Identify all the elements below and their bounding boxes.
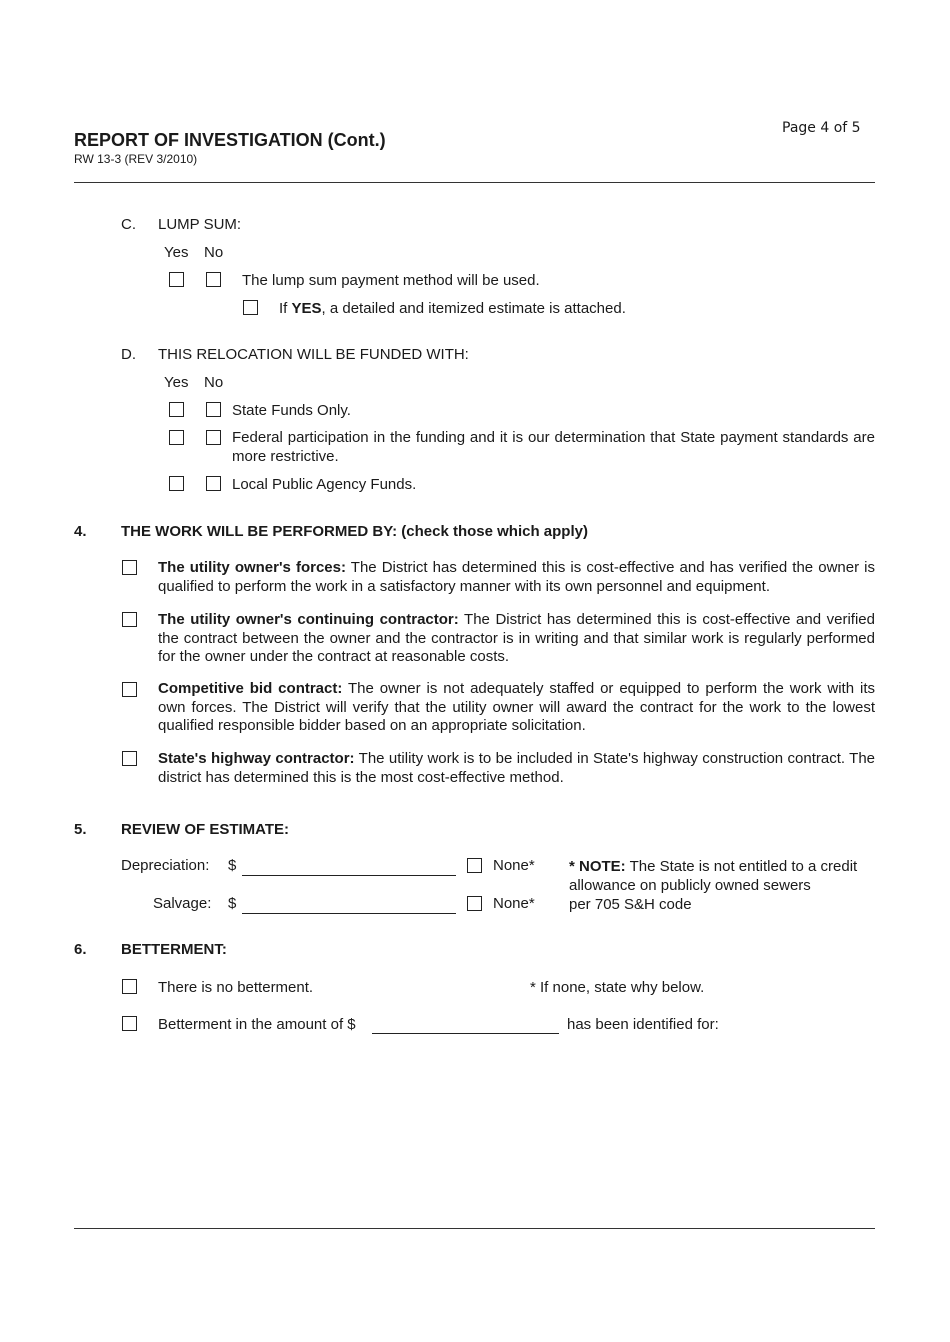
state-funds-no-checkbox[interactable]: [206, 402, 221, 417]
section-c-letter: C.: [121, 216, 136, 233]
section-4-heading: THE WORK WILL BE PERFORMED BY: (check those which apply): [121, 523, 588, 540]
page-title: REPORT OF INVESTIGATION (Cont.): [74, 130, 386, 150]
section-5-heading: REVIEW OF ESTIMATE:: [121, 821, 290, 838]
depreciation-none-label: None*: [493, 857, 535, 874]
owner-forces-text: The utility owner's forces: The District has determined this is cost-effective and has verified the owner is qualified to perform the work in a satisfactory manner with its own personnel and equipment.: [158, 559, 875, 595]
state-funds-label: State Funds Only.: [232, 402, 351, 419]
federal-participation-label: Federal participation in the funding and it is our determination that State payment standards are more restrictive.: [232, 429, 875, 465]
salvage-dollar: $: [228, 895, 237, 912]
section-6-heading: BETTERMENT:: [121, 941, 227, 958]
competitive-bid-text: Competitive bid contract: The owner is not adequately staffed or equipped to perform the work with its own forces. The District will verify that the utility owner will award the contract for the work to the lowest qualified responsible bidder based on an appropriate solicitation.: [158, 680, 875, 735]
competitive-bid-checkbox[interactable]: [122, 682, 137, 697]
no-betterment-label: There is no betterment.: [158, 979, 314, 996]
local-agency-yes-checkbox[interactable]: [169, 476, 184, 491]
footer-divider: [74, 1228, 875, 1229]
lump-sum-yes-checkbox[interactable]: [169, 272, 184, 287]
section-d-yes-label: Yes: [164, 374, 189, 391]
owner-forces-checkbox[interactable]: [122, 560, 137, 575]
depreciation-label: Depreciation:: [121, 857, 210, 874]
header-divider: [74, 182, 875, 183]
section-4-number: 4.: [74, 523, 87, 540]
no-betterment-checkbox[interactable]: [122, 979, 137, 994]
betterment-amount-checkbox[interactable]: [122, 1016, 137, 1031]
section-d-letter: D.: [121, 346, 136, 363]
continuing-contractor-text: The utility owner's continuing contractor: The District has determined this is cost-effective and verified the contract between the owner and the contractor is in writing and that similar work is regularly performed for the owner under the contract at reasonable costs.: [158, 611, 875, 666]
section-c-yes-label: Yes: [164, 244, 189, 261]
itemized-estimate-checkbox[interactable]: [243, 300, 258, 315]
if-none-note: * If none, state why below.: [530, 979, 705, 996]
federal-participation-yes-checkbox[interactable]: [169, 430, 184, 445]
salvage-none-label: None*: [493, 895, 535, 912]
depreciation-none-checkbox[interactable]: [467, 858, 482, 873]
federal-participation-no-checkbox[interactable]: [206, 430, 221, 445]
lump-sum-no-checkbox[interactable]: [206, 272, 221, 287]
lump-sum-item-label: The lump sum payment method will be used.: [242, 272, 540, 289]
state-highway-contractor-checkbox[interactable]: [122, 751, 137, 766]
local-agency-label: Local Public Agency Funds.: [232, 476, 417, 493]
salvage-none-checkbox[interactable]: [467, 896, 482, 911]
section-6-number: 6.: [74, 941, 87, 958]
section-d-heading: THIS RELOCATION WILL BE FUNDED WITH:: [158, 346, 469, 363]
estimate-note: * NOTE: The State is not entitled to a credit allowance on publicly owned sewers per 705 S&H code: [569, 858, 858, 913]
state-highway-contractor-text: State's highway contractor: The utility work is to be included in State's highway construction contract. The district has determined this is the most cost-effective method.: [158, 750, 876, 786]
depreciation-dollar: $: [228, 857, 237, 874]
form-number: RW 13-3 (REV 3/2010): [74, 152, 198, 166]
betterment-identified-label: has been identified for:: [567, 1016, 719, 1033]
local-agency-no-checkbox[interactable]: [206, 476, 221, 491]
continuing-contractor-checkbox[interactable]: [122, 612, 137, 627]
depreciation-amount-field[interactable]: [242, 875, 456, 876]
page-number: Page 4 of 5: [782, 120, 861, 136]
section-5-number: 5.: [74, 821, 87, 838]
section-d-no-label: No: [204, 374, 224, 391]
section-c-heading: LUMP SUM:: [158, 216, 242, 233]
itemized-estimate-label: If YES, a detailed and itemized estimate is attached.: [279, 300, 626, 317]
state-funds-yes-checkbox[interactable]: [169, 402, 184, 417]
section-c-no-label: No: [204, 244, 224, 261]
betterment-amount-label: Betterment in the amount of $: [158, 1016, 356, 1033]
salvage-amount-field[interactable]: [242, 913, 456, 914]
betterment-amount-field[interactable]: [372, 1033, 559, 1034]
salvage-label: Salvage:: [153, 895, 212, 912]
